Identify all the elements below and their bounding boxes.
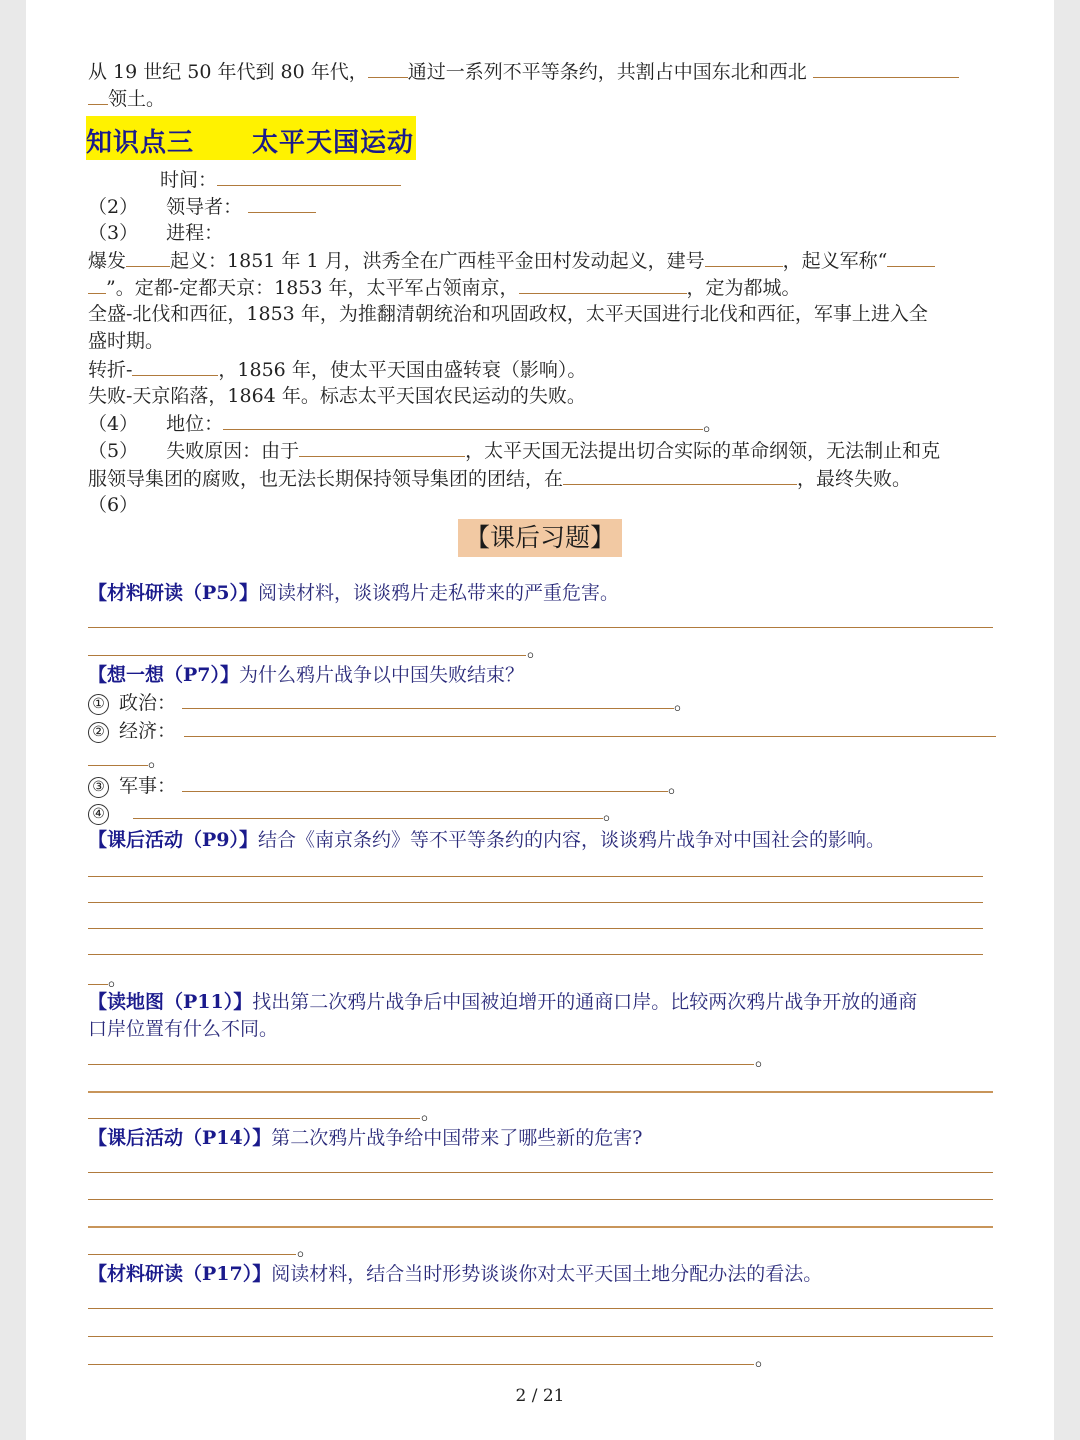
- outbreak-line: 爆发 起义：1851 年 1 月，洪秀全在广西桂平金田村发动起义，建号 ，起义军称“: [88, 248, 935, 273]
- answer-line[interactable]: [88, 1118, 420, 1119]
- answer-line[interactable]: [88, 1226, 993, 1228]
- answer-line[interactable]: [88, 984, 108, 985]
- question-6: 【材料研读（P17）】阅读材料，结合当时形势谈谈你对太平天国土地分配办法的看法。: [88, 1263, 823, 1285]
- period: 。: [297, 1238, 317, 1260]
- answer-line[interactable]: [88, 1308, 993, 1309]
- answer-line[interactable]: [88, 1364, 754, 1365]
- answer-line[interactable]: [88, 1064, 754, 1065]
- period: 。: [108, 968, 128, 990]
- question-4: 【读地图（P11）】找出第二次鸦片战争后中国被迫增开的通商口岸。比较两次鸦片战争开放的通商: [88, 991, 918, 1013]
- reason-line-1: （5） 失败原因：由于 ，太平天国无法提出切合实际的革命纲领，无法制止和克: [88, 440, 941, 462]
- peak-line-2: 盛时期。: [88, 330, 165, 352]
- question-4-cont: 口岸位置有什么不同。: [88, 1018, 279, 1040]
- answer-line[interactable]: [88, 765, 148, 766]
- turn-line: 转折- ，1856 年，使太平天国由盛转衰（影响）。: [88, 359, 587, 381]
- process-line: （3） 进程：: [88, 222, 224, 244]
- reason-line-2: 服领导集团的腐败，也无法长期保持领导集团的团结，在 ，最终失败。: [88, 468, 912, 490]
- knowledge-point-heading: 知识点三 太平天国运动: [86, 116, 416, 160]
- text-line-2: 领土。: [88, 86, 165, 111]
- answer-line[interactable]: [88, 1254, 296, 1255]
- period: 。: [148, 749, 168, 771]
- page-number: 2 / 21: [515, 1386, 565, 1406]
- answer-line[interactable]: [88, 627, 993, 628]
- answer-line[interactable]: [88, 1091, 993, 1093]
- period: 。: [755, 1348, 775, 1370]
- homework-heading: 【课后习题】: [458, 519, 622, 557]
- answer-line[interactable]: [88, 1172, 993, 1173]
- answer-line[interactable]: [88, 1336, 993, 1337]
- answer-line[interactable]: [88, 902, 983, 903]
- question-5: 【课后活动（P14）】第二次鸦片战争给中国带来了哪些新的危害?: [88, 1127, 643, 1149]
- answer-line[interactable]: [88, 655, 526, 656]
- answer-line[interactable]: [88, 876, 983, 877]
- leader-line: （2） 领导者：: [88, 194, 316, 219]
- answer-politics: ① 政治： 。: [88, 690, 693, 715]
- peak-line-1: 全盛-北伐和西征，1853 年，为推翻清朝统治和巩固政权，太平天国进行北伐和西征，军事上进入全: [88, 303, 928, 325]
- answer-line[interactable]: [88, 928, 983, 929]
- question-2: 【想一想（P7）】为什么鸦片战争以中国失败结束？: [88, 664, 525, 686]
- period: 。: [755, 1048, 775, 1070]
- answer-line[interactable]: [88, 954, 983, 955]
- question-3: 【课后活动（P9）】结合《南京条约》等不平等条约的内容，谈谈鸦片战争对中国社会的影响。: [88, 829, 886, 851]
- status-line: （4） 地位： 。: [88, 413, 723, 435]
- answer-4: ④ 。: [88, 800, 622, 825]
- fail-line: 失败-天京陷落，1864 年。标志太平天国农民运动的失败。: [88, 385, 586, 407]
- period: 。: [527, 639, 547, 661]
- item-6-line: （6）: [88, 494, 139, 516]
- time-line: 时间：: [160, 167, 401, 192]
- text-line-1: 从 19 世纪 50 年代到 80 年代， 通过一系列不平等条约，共割占中国东北和西北: [88, 59, 959, 84]
- answer-military: ③ 军事： 。: [88, 773, 687, 798]
- question-1: 【材料研读（P5）】阅读材料，谈谈鸦片走私带来的严重危害。: [88, 582, 620, 604]
- period: 。: [421, 1102, 441, 1124]
- answer-economy: ② 经济：: [88, 718, 996, 743]
- capital-line: ”。定都-定都天京：1853 年，太平军占领南京， ，定为都城。: [88, 275, 801, 300]
- answer-line[interactable]: [88, 1199, 993, 1200]
